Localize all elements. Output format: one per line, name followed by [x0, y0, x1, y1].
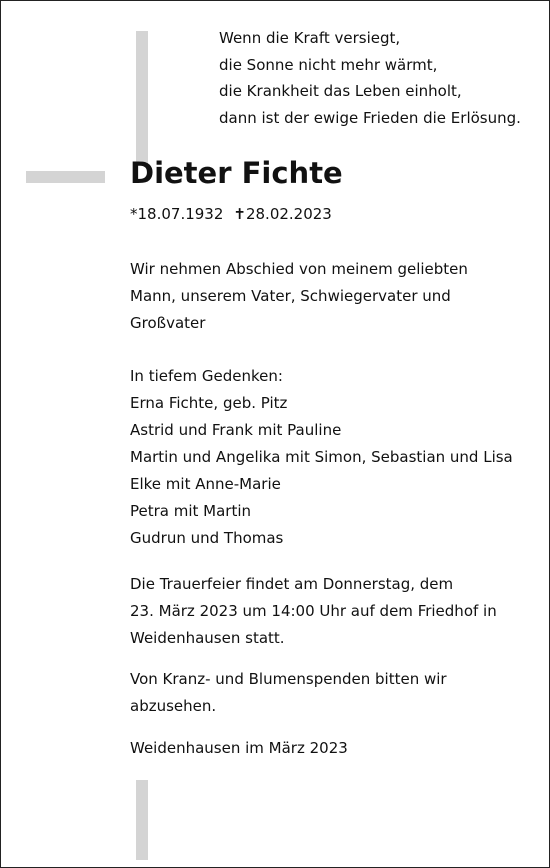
death-date: ✝28.02.2023 — [233, 205, 332, 223]
service-line: 23. März 2023 um 14:00 Uhr auf dem Friedhof in — [130, 602, 497, 620]
flowers-line: Von Kranz- und Blumenspenden bitten wir — [130, 670, 447, 688]
cross-bottom-bar — [136, 780, 148, 860]
service-line: Weidenhausen statt. — [130, 629, 285, 647]
mourners-list — [130, 363, 513, 552]
cross-top-bar — [136, 31, 148, 164]
mourner-entry: Astrid und Frank mit Pauline — [130, 421, 342, 439]
mourner-entry: Petra mit Martin — [130, 502, 252, 520]
birth-date: *18.07.1932 — [130, 205, 224, 223]
farewell-line: Großvater — [130, 314, 206, 332]
cross-crossbar — [26, 171, 105, 183]
life-dates — [130, 202, 332, 226]
poem-line: die Sonne nicht mehr wärmt, — [219, 55, 438, 74]
farewell-line: Wir nehmen Abschied von meinem geliebten — [130, 260, 468, 278]
farewell-text — [130, 256, 468, 337]
funeral-service-info — [130, 571, 497, 652]
flowers-line: abzusehen. — [130, 697, 217, 715]
poem-line: Wenn die Kraft versiegt, — [219, 29, 401, 47]
mourner-entry: Erna Fichte, geb. Pitz — [130, 394, 288, 412]
farewell-line: Mann, unserem Vater, Schwiegervater und — [130, 287, 451, 305]
poem-line: die Krankheit das Leben einholt, — [219, 82, 462, 100]
service-line: Die Trauerfeier findet am Donnerstag, dem — [130, 575, 454, 593]
deceased-name: Dieter Fichte — [130, 156, 343, 190]
mourners-heading: In tiefem Gedenken: — [130, 367, 283, 385]
mourner-entry: Gudrun und Thomas — [130, 529, 284, 547]
flowers-request — [130, 666, 447, 720]
poem-line: dann ist der ewige Frieden die Erlösung. — [219, 108, 521, 127]
poem — [219, 25, 521, 131]
mourner-entry: Martin und Angelika mit Simon, Sebastian und Lisa — [130, 448, 513, 466]
mourner-entry: Elke mit Anne-Marie — [130, 475, 281, 493]
place-and-date: Weidenhausen im März 2023 — [130, 739, 348, 757]
